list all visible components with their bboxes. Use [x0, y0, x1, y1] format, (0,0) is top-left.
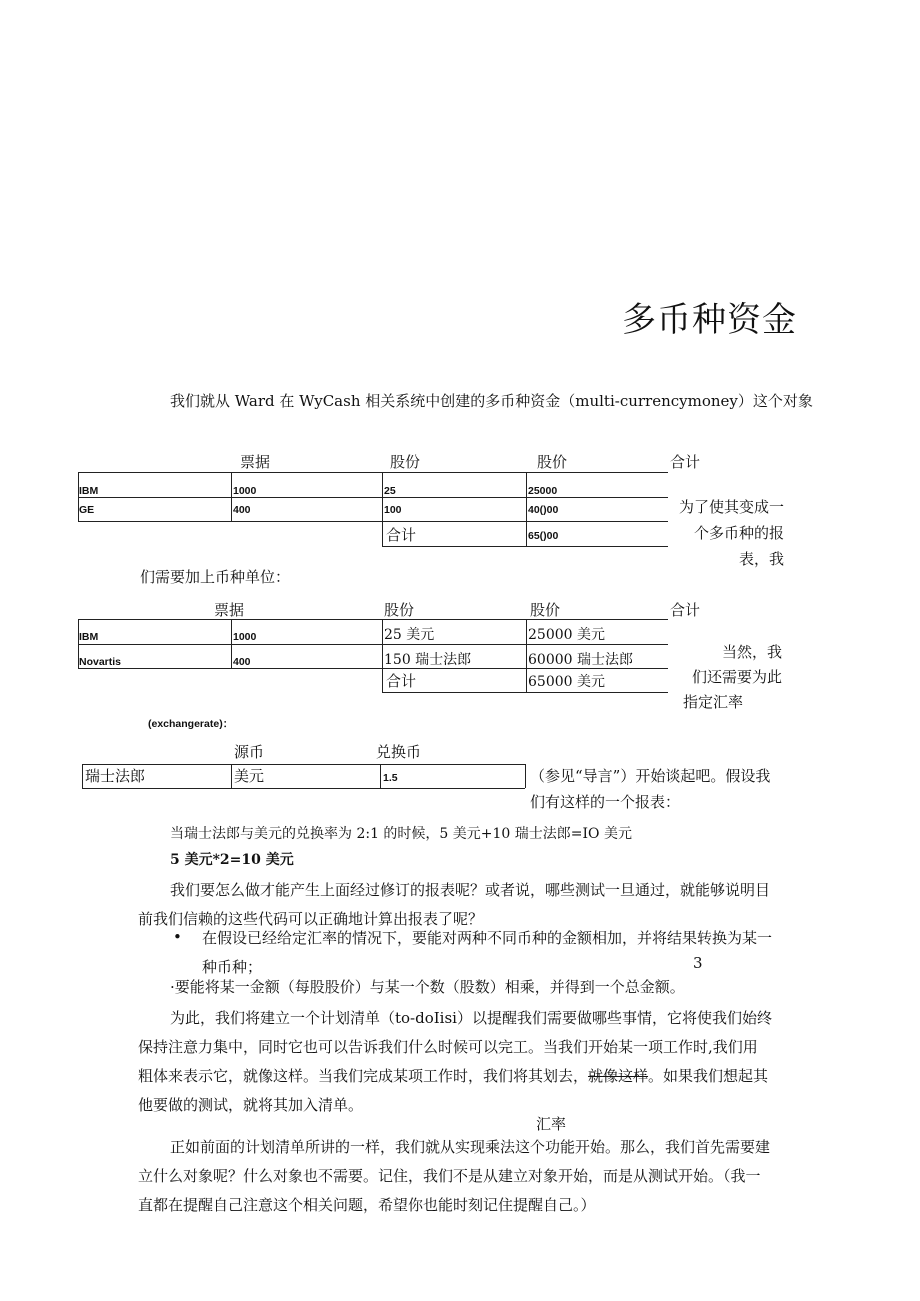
- table1-total-value: 65()00: [528, 530, 559, 542]
- table3-source-currency: 瑞士法郎: [85, 767, 146, 785]
- table2-header-price: 股价: [530, 601, 561, 619]
- table2-header-total: 合计: [670, 601, 701, 619]
- table-cell: 1000: [233, 485, 257, 497]
- table-row: Novartis: [79, 656, 122, 668]
- table1-header-price: 股价: [537, 453, 568, 471]
- table-cell: 25000 美元: [528, 627, 605, 643]
- side-text-3: （参见“导言”）开始谈起吧。假设我 们有这样的一个报表：: [530, 767, 771, 811]
- table1-header-ticker: 票据: [240, 453, 271, 471]
- side-text-1: 为了使其变成一 个多币种的报 表，我: [678, 498, 784, 568]
- table-cell: 400: [233, 504, 251, 516]
- table2-total-value: 65000 美元: [528, 674, 605, 690]
- calc-line-1: 当瑞士法郎与美元的兑换率为 2:1 的时候，5 美元+10 瑞士法郎=IO 美元: [170, 826, 632, 842]
- table2-header-shares: 股份: [384, 601, 415, 619]
- exchangerate-label: (exchangerate)：: [148, 718, 234, 730]
- paragraph-2: 为此，我们将建立一个计划清单（to-doIisi）以提醒我们需要做哪些事情，它将使我们始终 保持注意力集中，同时它也可以告诉我们什么时候可以完工。当我们开始某一项工作时,我们用 粗体来表示它，就像这样。当我们完成某项工作时，我们将其划去，就像这样。如果我们想起其 他要做的测试，就将其加入清单。: [138, 1009, 772, 1114]
- list-item: ·要能将某一金额（每股股价）与某一个数（股数）相乘，并得到一个总金额。: [170, 978, 685, 996]
- table-row: GE: [79, 504, 95, 516]
- table-cell: 60000 瑞士法郎: [528, 652, 633, 668]
- table3-rate: 1.5: [383, 772, 398, 784]
- table3-target-currency: 美元: [234, 767, 265, 785]
- page-number: 3: [693, 954, 703, 972]
- table2-header-ticker: 票据: [214, 601, 245, 619]
- table-cell: 400: [233, 656, 251, 668]
- page-title: 多币种资金: [622, 300, 797, 340]
- table1-header-shares: 股份: [390, 453, 421, 471]
- table-cell: 1000: [233, 631, 257, 643]
- table-row: IBM: [79, 485, 99, 497]
- table3-header-source: 源币: [234, 743, 265, 761]
- intro-paragraph: 我们就从 Ward 在 WyCash 相关系统中创建的多币种资金（multi-currencymoney）这个对象: [170, 392, 813, 410]
- table-cell: 100: [384, 504, 402, 516]
- side-text-2: 当然，我 们还需要为此 指定汇率: [683, 643, 782, 711]
- calc-line-2: 5 美元*2=10 美元: [170, 852, 294, 868]
- list-item: 在假设已经给定汇率的情况下，要能对两种不同币种的金额相加，并将结果转换为某一 种币种；: [202, 929, 773, 976]
- table3-header-target: 兑换币: [376, 743, 422, 761]
- table1-total-label: 合计: [386, 526, 417, 544]
- paragraph-1: 我们要怎么做才能产生上面经过修订的报表呢？或者说，哪些测试一旦通过，就能够说明目 前我们信赖的这些代码可以正确地计算出报表了呢？: [138, 881, 771, 928]
- continuation-text: 们需要加上币种单位：: [140, 568, 291, 586]
- table-cell: 25: [384, 485, 396, 497]
- table-cell: 150 瑞士法郎: [384, 652, 472, 668]
- table-cell: 25000: [528, 485, 558, 497]
- table2-total-label: 合计: [386, 672, 417, 690]
- table-row: IBM: [79, 631, 99, 643]
- bullet-mark: •: [173, 928, 182, 946]
- paragraph-3: 正如前面的计划清单所讲的一样，我们就从实现乘法这个功能开始。那么，我们首先需要建 立什么对象呢？什么对象也不需要。记住，我们不是从建立对象开始，而是从测试开始。（我一 直都在提醒自己注意这个相关问题，希望你也能时刻记住提醒自己。）: [138, 1138, 771, 1214]
- strikethrough-example: 就像这样: [588, 1067, 649, 1085]
- table-cell: 25 美元: [384, 627, 435, 643]
- table1-header-total: 合计: [670, 453, 701, 471]
- section-heading: 汇率: [536, 1115, 567, 1133]
- table-cell: 40()00: [528, 504, 559, 516]
